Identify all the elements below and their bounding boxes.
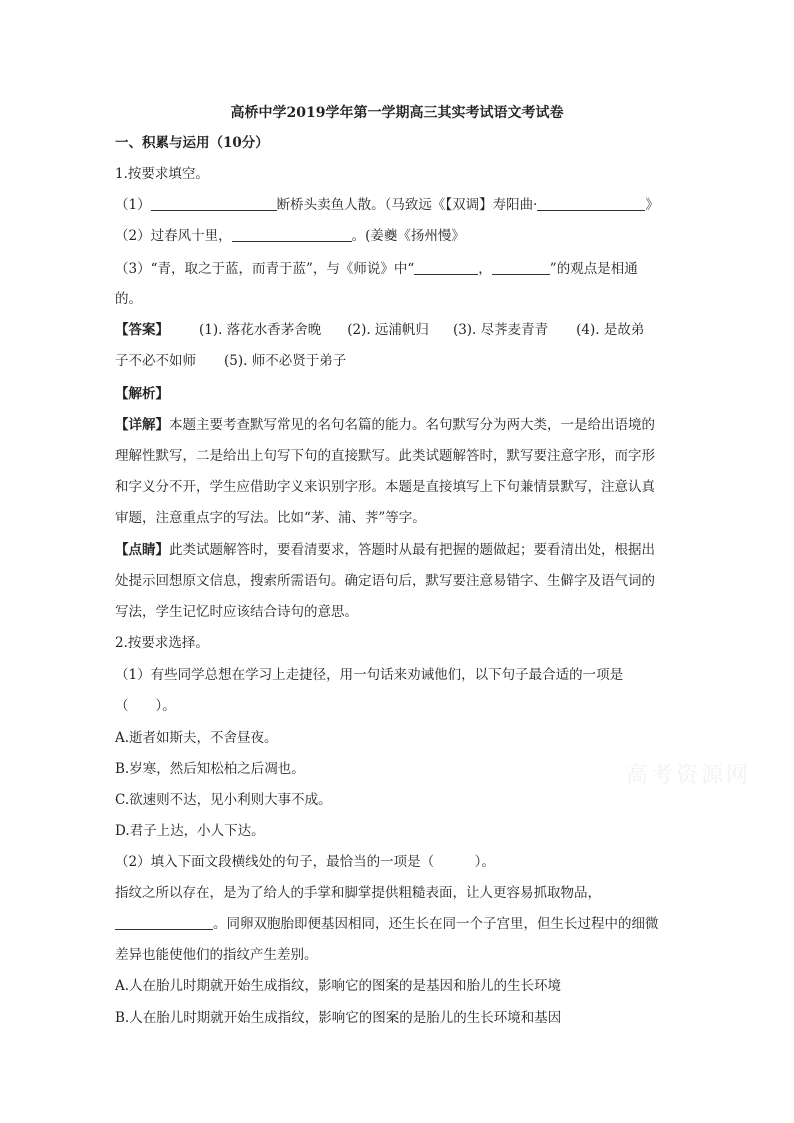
item-text: （3）“青，取之于蓝，而青于蓝”，与《师说》中“ <box>115 261 415 277</box>
analysis-label: 【解析】 <box>115 386 169 402</box>
section-heading: 一、积累与运用（10分） <box>115 135 269 151</box>
q1-stem: 1.按要求填空。 <box>115 166 209 182</box>
q1-item1 <box>115 195 659 215</box>
fill-blank <box>492 260 550 275</box>
fill-blank <box>537 196 645 211</box>
fill-blank <box>232 227 352 242</box>
q2-sub1-bracket: （ ）。 <box>115 698 176 714</box>
point-text: 此类试题解答时，要看清要求，答题时从最有把握的题做起；要看清出处，根据出 <box>169 542 655 558</box>
fill-blank <box>115 915 213 930</box>
answer-text: 子不必不如师 <box>115 353 196 369</box>
answer-label: 【答案】 <box>115 322 169 338</box>
option-a: A.逝者如斯夫，不舍昼夜。 <box>115 730 278 746</box>
watermark: 高考资源网 <box>626 763 752 788</box>
sub2-option-a: A.人在胎儿时期就开始生成指纹，影响它的图案的是基因和胎儿的生长环境 <box>115 978 562 994</box>
detail-line: 理解性默写，二是给出上句写下句的直接默写。此类试题解答时，默写要注意字形，而字形 <box>115 448 655 464</box>
point-label: 【点睛】 <box>115 542 169 558</box>
option-c: C.欲速则不达，见小利则大事不成。 <box>115 792 332 808</box>
fill-blank <box>414 260 478 275</box>
option-d: D.君子上达，小人下达。 <box>115 823 265 839</box>
q1-item2 <box>115 226 465 246</box>
detail-line: 和字义分不开，学生应借助字义来识别字形。本题是直接填写上下句兼情景默写，注意认真 <box>115 479 655 495</box>
point-line: 处提示回想原文信息，搜索所需语句。确定语句后，默写要注意易错字、生僻字及语气词的 <box>115 573 655 589</box>
fill-blank <box>151 196 277 211</box>
item-text: 。(姜夔《扬州慢》 <box>351 228 465 244</box>
item-text: ”的观点是相通 <box>549 261 638 277</box>
answer-text: (4). 是故弟 <box>576 322 645 338</box>
q1-item3 <box>115 259 638 279</box>
option-b: B.岁寒，然后知松柏之后凋也。 <box>115 761 305 777</box>
passage-line: 差异也能使他们的指纹产生差别。 <box>115 947 318 963</box>
passage-line: 指纹之所以存在，是为了给人的手掌和脚掌提供粗糙表面，让人更容易抓取物品， <box>115 885 601 901</box>
answer-text: (1). 落花水香茅舍晚 <box>199 322 322 338</box>
answer-line-cont <box>115 351 346 371</box>
point-line: 写法，学生记忆时应该结合诗句的意思。 <box>115 604 358 620</box>
detail-label: 【详解】 <box>115 417 169 433</box>
detail-text: 本题主要考查默写常见的名句名篇的能力。名句默写分为两大类，一是给出语境的 <box>169 417 655 433</box>
detail-line <box>115 415 655 435</box>
page-title: 高桥中学2019学年第一学期高三其实考试语文考试卷 <box>230 105 564 121</box>
passage-text: 。同卵双胞胎即便基因相同，还生长在同一个子宫里，但生长过程中的细微 <box>213 916 659 932</box>
sub2-option-b: B.人在胎儿时期就开始生成指纹，影响它的图案的是胎儿的生长环境和基因 <box>115 1010 562 1026</box>
item-text: 》 <box>645 197 659 213</box>
answer-text: (2). 远浦帆归 <box>347 322 429 338</box>
item-text: ， <box>478 261 492 277</box>
answer-text: (3). 尽荠麦青青 <box>452 322 549 338</box>
q2-sub1: （1）有些同学总想在学习上走捷径，用一句话来劝诫他们，以下句子最合适的一项是 <box>115 667 624 683</box>
passage-line <box>115 914 659 934</box>
answer-line <box>115 320 644 340</box>
q2-sub2: （2）填入下面文段横线处的句子，最恰当的一项是（ ）。 <box>115 854 495 870</box>
item-number: （1） <box>115 197 151 213</box>
q1-item3-cont: 的。 <box>115 291 142 307</box>
item-text: （2）过春风十里， <box>115 228 232 244</box>
q2-stem: 2.按要求选择。 <box>115 635 209 651</box>
point-line <box>115 540 655 560</box>
detail-line: 审题，注意重点字的写法。比如“茅、浦、荠”等字。 <box>115 510 426 526</box>
item-text: 断桥头卖鱼人散。（马致远《【双调】寿阳曲· <box>276 197 538 213</box>
answer-text: (5). 师不必贤于弟子 <box>224 353 347 369</box>
